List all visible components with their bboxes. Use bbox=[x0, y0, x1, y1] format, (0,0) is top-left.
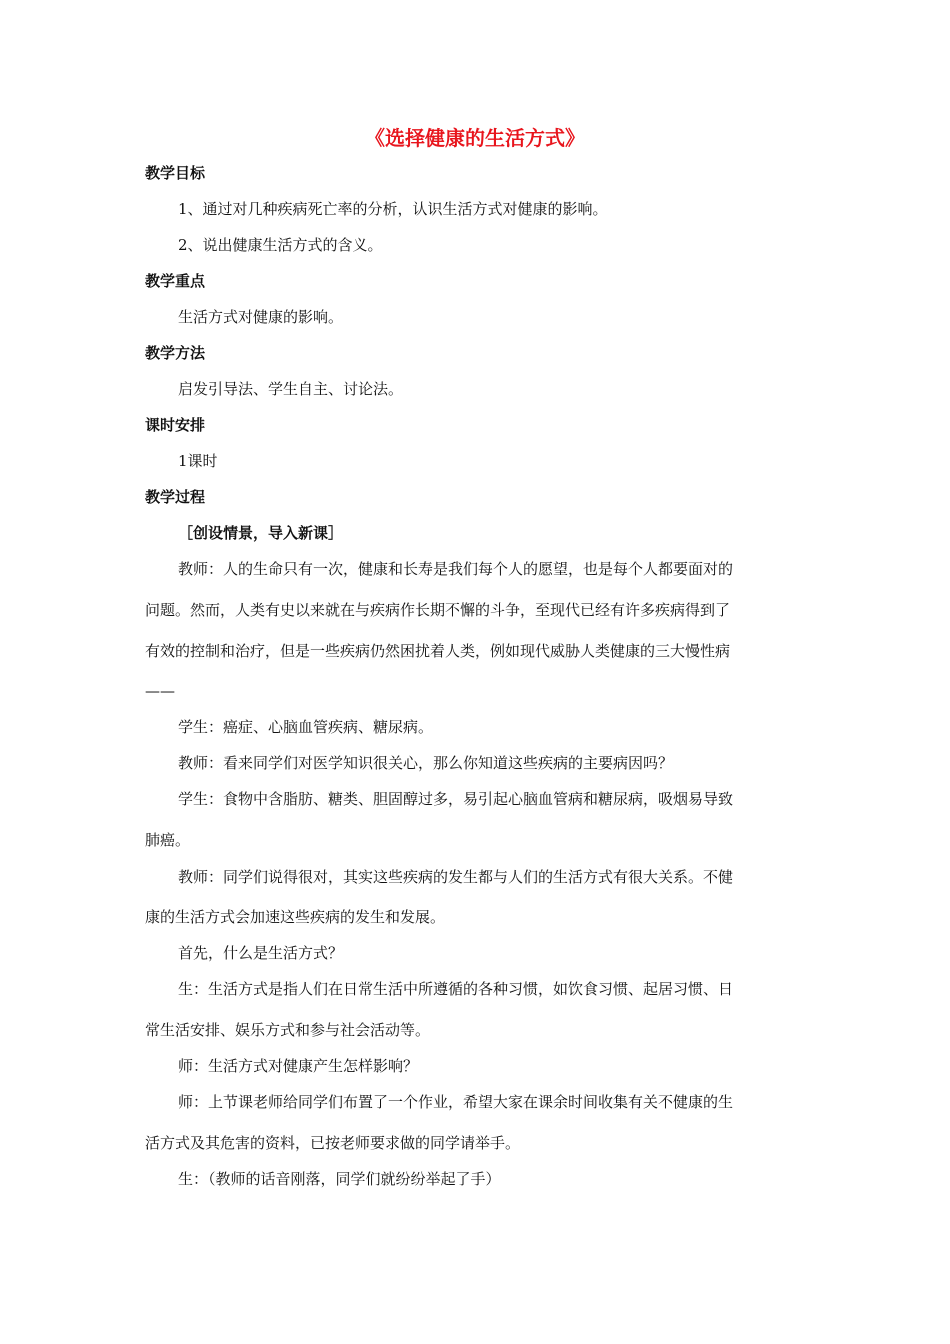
process-line: 肺癌。 bbox=[145, 831, 191, 849]
process-line: 活方式及其危害的资料，已按老师要求做的同学请举手。 bbox=[145, 1134, 521, 1152]
process-line: 教师：人的生命只有一次，健康和长寿是我们每个人的愿望，也是每个人都要面对的 bbox=[178, 560, 734, 578]
key-points-text: 生活方式对健康的影响。 bbox=[178, 308, 344, 326]
process-line: 康的生活方式会加速这些疾病的发生和发展。 bbox=[145, 908, 446, 926]
process-line: —— bbox=[145, 682, 175, 700]
process-line: 生：生活方式是指人们在日常生活中所遵循的各种习惯，如饮食习惯、起居习惯、日 bbox=[178, 980, 734, 998]
heading-schedule: 课时安排 bbox=[145, 416, 206, 434]
process-subheading: ［创设情景，导入新课］ bbox=[178, 524, 344, 542]
process-line: 生：（教师的话音刚落，同学们就纷纷举起了手） bbox=[178, 1170, 501, 1188]
process-line: 问题。然而，人类有史以来就在与疾病作长期不懈的斗争，至现代已经有许多疾病得到了 bbox=[145, 601, 731, 619]
process-line: 师：上节课老师给同学们布置了一个作业，希望大家在课余时间收集有关不健康的生 bbox=[178, 1093, 734, 1111]
process-line: 教师：同学们说得很对，其实这些疾病的发生都与人们的生活方式有很大关系。不健 bbox=[178, 868, 734, 886]
goal-item-2: 2、说出健康生活方式的含义。 bbox=[178, 236, 383, 254]
process-line: 首先，什么是生活方式？ bbox=[178, 944, 344, 962]
process-line: 学生：食物中含脂肪、糖类、胆固醇过多，易引起心脑血管病和糖尿病，吸烟易导致 bbox=[178, 790, 734, 808]
heading-teaching-goals: 教学目标 bbox=[145, 164, 206, 182]
methods-text: 启发引导法、学生自主、讨论法。 bbox=[178, 380, 404, 398]
heading-teaching-methods: 教学方法 bbox=[145, 344, 206, 362]
heading-key-points: 教学重点 bbox=[145, 272, 206, 290]
process-line: 师：生活方式对健康产生怎样影响？ bbox=[178, 1057, 419, 1075]
heading-teaching-process: 教学过程 bbox=[145, 488, 206, 506]
schedule-text: 1课时 bbox=[178, 452, 218, 470]
goal-item-1: 1、通过对几种疾病死亡率的分析，认识生活方式对健康的影响。 bbox=[178, 200, 608, 218]
process-line: 学生：癌症、心脑血管疾病、糖尿病。 bbox=[178, 718, 434, 736]
document-title: 《选择健康的生活方式》 bbox=[365, 126, 585, 150]
process-line: 有效的控制和治疗，但是一些疾病仍然困扰着人类，例如现代威胁人类健康的三大慢性病 bbox=[145, 642, 731, 660]
process-line: 常生活安排、娱乐方式和参与社会活动等。 bbox=[145, 1021, 431, 1039]
process-line: 教师：看来同学们对医学知识很关心，那么你知道这些疾病的主要病因吗？ bbox=[178, 754, 674, 772]
